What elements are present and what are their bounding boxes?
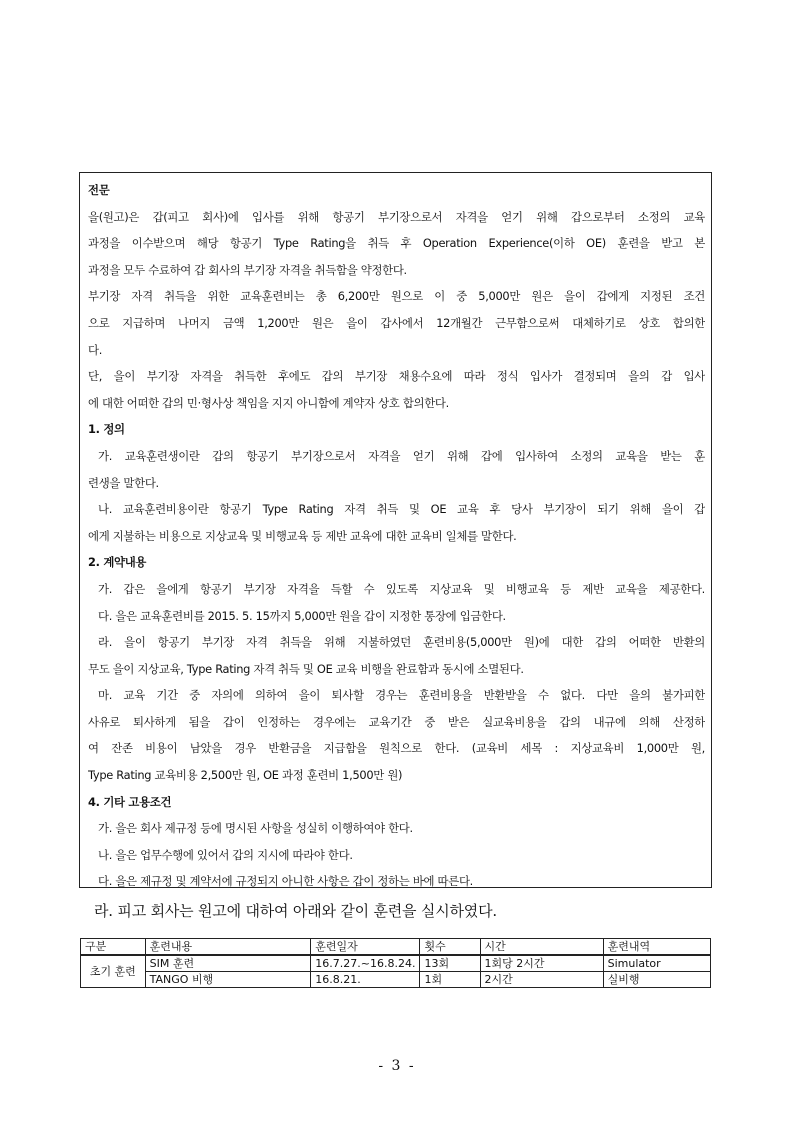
contract-line: 을(원고)은 갑(피고 회사)에 입사를 위해 항공기 부기장으로서 자격을 얻기 위해 갑으로부터 소정의 교육 <box>88 209 705 224</box>
table-cell: SIM 훈련 <box>145 955 311 972</box>
contract-line: 에게 지불하는 비용으로 지상교육 및 비행교육 등 제반 교육에 대한 교육비 일체를 말한다. <box>88 528 517 543</box>
contract-line: 나. 을은 업무수행에 있어서 갑의 지시에 따라야 한다. <box>98 847 353 862</box>
contract-line: 련생을 말한다. <box>88 475 159 490</box>
training-table <box>80 938 711 988</box>
contract-line: 라. 을이 항공기 부기장 자격 취득을 위해 지불하였던 훈련비용(5,000만 원)에 대한 갑의 어떠한 반환의 <box>98 635 705 650</box>
section-heading: 전문 <box>88 183 110 197</box>
contract-line: 여 잔존 비용이 남았을 경우 반환금을 지급함을 원칙으로 한다. (교육비 세목 : 지상교육비 1,000만 원, <box>88 741 705 756</box>
table-cell: 13회 <box>420 955 480 972</box>
contract-line: 다. 을은 제규정 및 계약서에 규정되지 아니한 사항은 갑이 정하는 바에 따른다. <box>98 874 473 889</box>
header-cell: 구분 <box>81 939 146 956</box>
section-heading: 1. 정의 <box>88 422 125 437</box>
contract-line: 과정을 이수받으며 해당 항공기 Type Rating을 취득 후 Operation Experience(이하 OE) 훈련을 받고 본 <box>88 236 705 251</box>
contract-line: 가. 교육훈련생이란 갑의 항공기 부기장으로서 자격을 얻기 위해 갑에 입사하여 소정의 교육을 받는 훈 <box>98 448 705 463</box>
page-number: - 3 - <box>378 1058 416 1074</box>
contract-excerpt-box <box>79 172 712 888</box>
section-heading: 4. 기타 고용조건 <box>88 794 172 809</box>
contract-line: 과정을 모두 수료하여 갑 회사의 부기장 자격을 취득함을 약정한다. <box>88 262 407 277</box>
contract-line: 가. 을은 회사 제규정 등에 명시된 사항을 성실히 이행하여야 한다. <box>98 821 413 836</box>
table-row <box>81 972 711 988</box>
table-row <box>81 955 711 972</box>
header-cell: 훈련내용 <box>145 939 311 956</box>
table-cell: 1회당 2시간 <box>480 955 603 972</box>
contract-line: 무도 을이 지상교육, Type Rating 자격 취득 및 OE 교육 비행을 완료함과 동시에 소멸된다. <box>88 661 524 676</box>
contract-line: 단, 을이 부기장 자격을 취득한 후에도 갑의 부기장 채용수요에 따라 정식 입사가 결정되며 을의 갑 입사 <box>88 369 705 384</box>
header-cell: 횟수 <box>420 939 480 956</box>
contract-line: 에 대한 어떠한 갑의 민·형사상 책임을 지지 아니함에 계약자 상호 합의한다. <box>88 395 449 410</box>
table-cell: 2시간 <box>480 972 603 988</box>
header-cell: 훈련일자 <box>311 939 420 956</box>
table-cell: 실비행 <box>603 972 710 988</box>
contract-line: 부기장 자격 취득을 위한 교육훈련비는 총 6,200만 원으로 이 중 5,000만 원은 을이 갑에게 지정된 조건 <box>88 289 705 304</box>
table-cell: 1회 <box>420 972 480 988</box>
section-title: 라. 피고 회사는 원고에 대하여 아래와 같이 훈련을 실시하였다. <box>94 902 497 920</box>
contract-line: 다. 을은 교육훈련비를 2015. 5. 15까지 5,000만 원을 갑이 지정한 통장에 입금한다. <box>98 608 506 623</box>
category-cell: 초기 훈련 <box>81 955 146 988</box>
table-cell: 16.8.21. <box>311 972 420 988</box>
contract-line: 으로 지급하며 나머지 금액 1,200만 원은 을이 갑사에서 12개월간 근무함으로써 대체하기로 상호 합의한 <box>88 315 705 330</box>
contract-line: 가. 갑은 을에게 항공기 부기장 자격을 득할 수 있도록 지상교육 및 비행교육 등 제반 교육을 제공한다. <box>98 581 705 596</box>
table-cell: 16.7.27.~16.8.24. <box>311 955 420 972</box>
contract-line: 사유로 퇴사하게 됨을 갑이 인정하는 경우에는 교육기간 중 받은 실교육비용을 갑의 내규에 의해 산정하 <box>88 714 705 729</box>
header-cell: 시간 <box>480 939 603 956</box>
table-cell: TANGO 비행 <box>145 972 311 988</box>
contract-line: 마. 교육 기간 중 자의에 의하여 을이 퇴사할 경우는 훈련비용을 반환받을 수 없다. 다만 을의 불가피한 <box>98 688 705 703</box>
contract-line: 다. <box>88 342 103 357</box>
contract-line: 나. 교육훈련비용이란 항공기 Type Rating 자격 취득 및 OE 교육 후 당사 부기장이 되기 위해 을이 갑 <box>98 502 705 517</box>
contract-line: Type Rating 교육비용 2,500만 원, OE 과정 훈련비 1,500만 원) <box>88 768 403 783</box>
header-cell: 훈련내역 <box>603 939 710 956</box>
section-heading: 2. 계약내용 <box>88 555 147 570</box>
table-header-row <box>81 939 711 956</box>
table-cell: Simulator <box>603 955 710 972</box>
